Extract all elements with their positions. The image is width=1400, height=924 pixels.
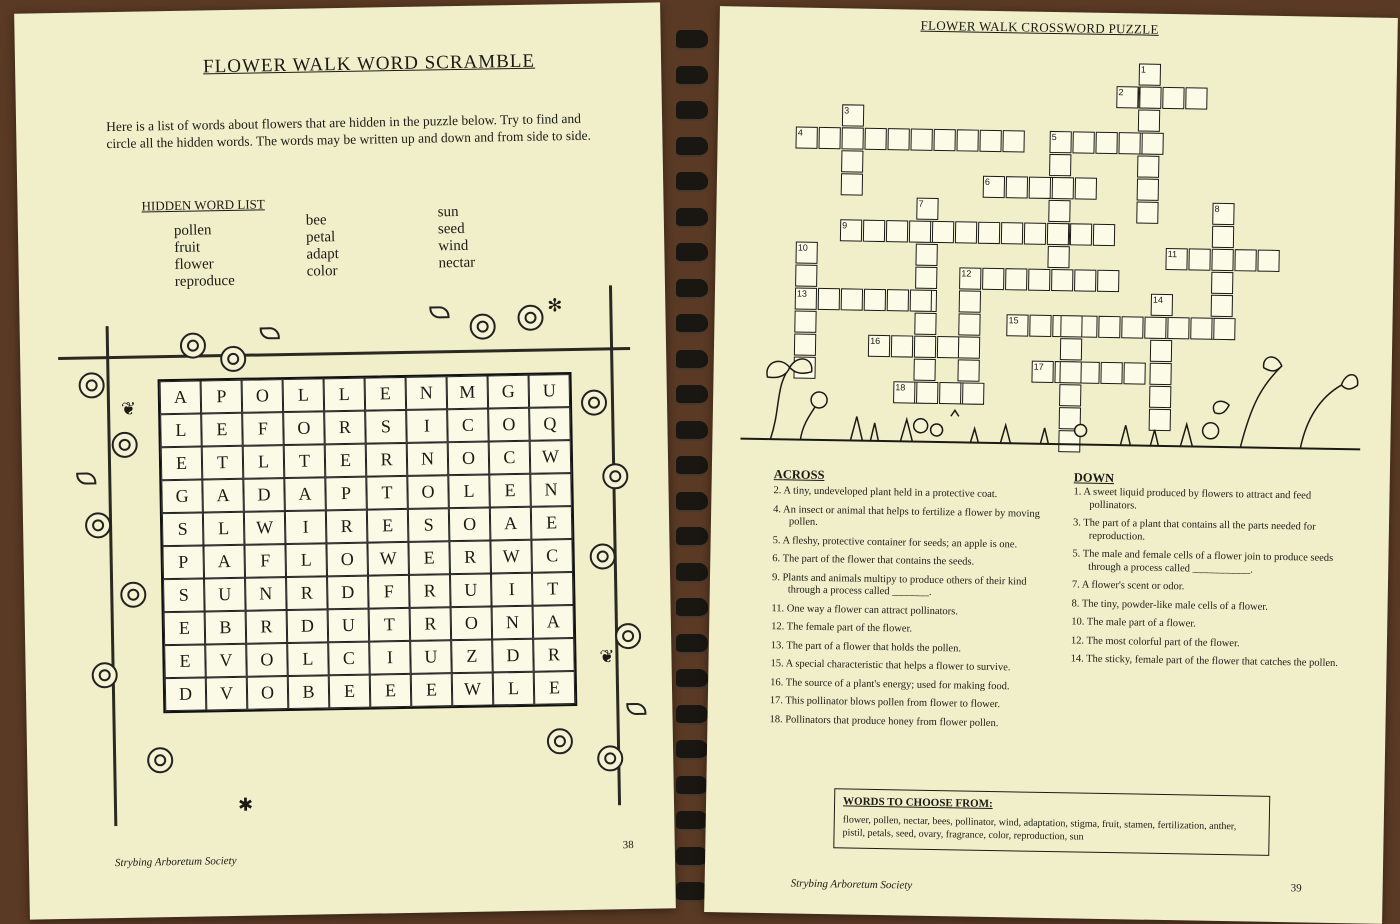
- crossword-number: 11: [1167, 249, 1178, 260]
- grid-letter: L: [287, 642, 329, 676]
- grid-letter: G: [488, 375, 530, 409]
- crossword-square[interactable]: [915, 267, 937, 289]
- grid-letter: M: [447, 375, 489, 409]
- grid-letter: E: [531, 506, 573, 540]
- hidden-word: nectar: [438, 254, 476, 272]
- crossword-square[interactable]: [1141, 133, 1163, 155]
- grid-letter: Z: [451, 639, 493, 673]
- grid-letter: L: [493, 672, 535, 706]
- down-clue: 5. The male and female cells of a flower join to produce seeds through a process called ___________.: [1072, 548, 1334, 576]
- crossword-square[interactable]: [1138, 109, 1160, 131]
- across-clue: 5. A fleshy, protective container for seeds; an apple is one.: [772, 534, 1018, 550]
- crossword-square[interactable]: [1211, 272, 1233, 294]
- crossword-number: 2: [1118, 87, 1124, 98]
- binding-coil: [676, 811, 708, 831]
- grid-letter: I: [285, 510, 327, 544]
- crossword-number: 12: [961, 268, 972, 279]
- binding-coil: [676, 243, 708, 263]
- across-clue: 16. The source of a plant's energy; used for making food.: [770, 676, 1010, 692]
- grid-letter: W: [244, 511, 286, 545]
- grid-letter: E: [161, 446, 203, 480]
- grid-letter: N: [492, 606, 534, 640]
- crossword-square[interactable]: [1097, 270, 1119, 292]
- grid-letter: E: [365, 377, 407, 411]
- crossword-square[interactable]: [841, 150, 863, 172]
- binding-coil: [676, 634, 708, 654]
- grid-letter: R: [409, 574, 451, 608]
- across-clue: 15. A special characteristic that helps a flower to survive.: [770, 658, 1011, 674]
- grid-letter: N: [245, 577, 287, 611]
- right-page: [704, 6, 1398, 924]
- grid-letter: I: [369, 641, 411, 675]
- binding-coil: [676, 492, 708, 512]
- grid-letter: L: [203, 512, 245, 546]
- crossword-square[interactable]: [1029, 177, 1051, 199]
- butterfly-icon: ❦: [120, 398, 137, 419]
- grid-letter: L: [324, 378, 366, 412]
- crossword-square[interactable]: [1139, 86, 1161, 108]
- grid-letter: T: [369, 608, 411, 642]
- grid-letter: A: [533, 605, 575, 639]
- grid-letter: R: [246, 610, 288, 644]
- crossword-square[interactable]: [1075, 177, 1097, 199]
- crossword-square[interactable]: [887, 128, 909, 150]
- grid-letter: V: [205, 644, 247, 678]
- binding-coil: [676, 669, 708, 689]
- binding-coil: [676, 847, 708, 867]
- crossword-square[interactable]: [910, 129, 932, 151]
- page-number: 39: [1290, 882, 1302, 895]
- grid-letter: D: [327, 576, 369, 610]
- leaf-icon: [429, 306, 449, 318]
- crossword-square[interactable]: [1136, 201, 1158, 223]
- across-clue: 4. An insect or animal that helps to fertilize a flower by moving pollen.: [773, 503, 1041, 528]
- trellis-post-right: [609, 285, 621, 805]
- left-page: [14, 2, 676, 919]
- binding-coil: [676, 314, 708, 334]
- grid-letter: N: [407, 442, 449, 476]
- down-clue: 10. The male part of a flower.: [1071, 616, 1196, 630]
- crossword-square[interactable]: [1093, 224, 1115, 246]
- grid-letter: U: [328, 609, 370, 643]
- binding-coil: [676, 705, 708, 725]
- grid-letter: W: [367, 542, 409, 576]
- grid-letter: O: [246, 643, 288, 677]
- grid-letter: F: [242, 412, 284, 446]
- footer-society: Strybing Arboretum Society: [114, 854, 237, 870]
- grid-letter: L: [160, 414, 202, 448]
- crossword-square[interactable]: [841, 288, 863, 310]
- binding-coil: [676, 563, 708, 583]
- grid-letter: P: [162, 545, 204, 579]
- crossword-square[interactable]: [1005, 268, 1027, 290]
- grid-letter: C: [489, 441, 531, 475]
- hidden-word: color: [306, 263, 338, 280]
- rose-icon: [147, 747, 173, 773]
- binding-coil: [676, 421, 708, 441]
- grid-letter: O: [283, 411, 325, 445]
- grid-letter: O: [451, 606, 493, 640]
- binding-coil: [676, 598, 708, 618]
- grid-letter: O: [448, 441, 490, 475]
- across-heading: ACROSS: [773, 467, 825, 483]
- crossword-square[interactable]: [887, 289, 909, 311]
- crossword-square[interactable]: [1188, 248, 1210, 270]
- grid-letter: V: [206, 677, 248, 711]
- crossword-square[interactable]: [818, 127, 840, 149]
- grid-letter: T: [366, 476, 408, 510]
- words-to-choose-box: [833, 788, 1270, 856]
- crossword-square[interactable]: [1052, 177, 1074, 199]
- crossword-number: 17: [1033, 361, 1044, 372]
- rose-icon: [602, 463, 628, 489]
- crossword-square[interactable]: [978, 222, 1000, 244]
- crossword-square[interactable]: [1137, 155, 1159, 177]
- crossword-square[interactable]: [1257, 250, 1279, 272]
- down-clue: 1. A sweet liquid produced by flowers to attract and feed pollinators.: [1073, 486, 1312, 512]
- grid-letter: O: [326, 543, 368, 577]
- rose-icon: [220, 346, 246, 372]
- binding-coil: [676, 137, 708, 157]
- hidden-word: fruit: [174, 239, 201, 256]
- grid-letter: N: [530, 473, 572, 507]
- crossword-number: 14: [1152, 294, 1164, 305]
- down-heading: DOWN: [1073, 470, 1115, 486]
- grid-letter: R: [410, 607, 452, 641]
- across-clue: 11. One way a flower can attract pollinators.: [771, 602, 959, 617]
- grid-letter: I: [406, 409, 448, 443]
- grid-letter: A: [490, 507, 532, 541]
- crossword-number: 8: [1214, 203, 1220, 214]
- hidden-word: petal: [305, 229, 336, 246]
- binding-coil: [676, 279, 708, 299]
- crossword-square[interactable]: [982, 268, 1004, 290]
- crossword-square[interactable]: [886, 220, 908, 242]
- crossword-square[interactable]: [1072, 131, 1094, 153]
- down-clues: [1070, 486, 1349, 676]
- grid-letter: D: [165, 677, 207, 711]
- across-clues: [769, 485, 1051, 737]
- down-clue: 12. The most colorful part of the flower.: [1070, 634, 1240, 649]
- binding-coil: [676, 882, 708, 902]
- grid-letter: A: [160, 381, 202, 415]
- grid-letter: C: [447, 408, 489, 442]
- grid-letter: B: [205, 611, 247, 645]
- crossword-number: 1: [1140, 64, 1147, 75]
- hidden-word: seed: [437, 220, 465, 238]
- crossword-square[interactable]: [864, 128, 886, 150]
- crossword-square[interactable]: [910, 290, 932, 312]
- binding-coil: [676, 208, 708, 228]
- crossword-number: 7: [918, 198, 924, 209]
- binding-coil: [676, 776, 708, 796]
- binding-coil: [676, 527, 708, 547]
- grid-letter: U: [529, 374, 571, 408]
- across-clue: 18. Pollinators that produce honey from flower pollen.: [769, 713, 999, 729]
- grid-letter: E: [201, 413, 243, 447]
- grid-letter: W: [452, 672, 494, 706]
- crossword-number: 3: [844, 105, 850, 116]
- grid-letter: O: [488, 408, 530, 442]
- grid-letter: R: [366, 443, 408, 477]
- leaf-icon: [626, 703, 646, 715]
- binding-coil: [676, 172, 708, 192]
- hidden-word: bee: [305, 212, 327, 229]
- across-clue: 12. The female part of the flower.: [771, 621, 913, 635]
- hidden-word-list-title: HIDDEN WORD LIST: [141, 196, 265, 214]
- grid-letter: E: [164, 644, 206, 678]
- grid-letter: L: [243, 445, 285, 479]
- grid-letter: E: [329, 675, 371, 709]
- grid-letter: W: [490, 540, 532, 574]
- grid-letter: S: [408, 508, 450, 542]
- crossword-square[interactable]: [1212, 226, 1234, 248]
- crossword-square[interactable]: [1001, 222, 1023, 244]
- crossword-number: 13: [796, 288, 808, 299]
- across-clue: 2. A tiny, undeveloped plant held in a protective coat.: [773, 485, 998, 501]
- crossword-square[interactable]: [1048, 200, 1070, 222]
- binding-coil: [676, 385, 708, 405]
- rose-icon: [615, 623, 641, 649]
- grid-letter: L: [448, 474, 490, 508]
- down-clue: 8. The tiny, powder-like male cells of a flower.: [1071, 597, 1268, 613]
- grid-letter: O: [449, 507, 491, 541]
- grid-letter: R: [326, 510, 368, 544]
- word-list-column-1: [174, 222, 235, 291]
- across-clue: 13. The part of a flower that holds the pollen.: [770, 639, 962, 654]
- grid-letter: S: [163, 578, 205, 612]
- crossword-square[interactable]: [1211, 295, 1233, 317]
- crossword-square[interactable]: [955, 221, 977, 243]
- crossword-square[interactable]: [841, 127, 863, 149]
- word-list-column-3: [438, 204, 476, 273]
- grid-letter: N: [406, 376, 448, 410]
- grid-letter: F: [368, 575, 410, 609]
- crossword-number: 15: [1008, 315, 1019, 326]
- rose-icon: [517, 305, 543, 331]
- crossword-square[interactable]: [956, 129, 978, 151]
- crossword-square[interactable]: [1234, 249, 1256, 271]
- grid-letter: L: [283, 378, 325, 412]
- crossword-square[interactable]: [1162, 87, 1184, 109]
- binding-coil: [676, 30, 708, 50]
- butterfly-icon: ❦: [599, 646, 615, 667]
- grid-letter: T: [284, 444, 326, 478]
- grid-letter: U: [450, 573, 492, 607]
- rose-icon: [581, 389, 607, 415]
- crossword-square[interactable]: [1211, 249, 1233, 271]
- words-to-choose-title: WORDS TO CHOOSE FROM:: [842, 795, 993, 811]
- crossword-square[interactable]: [1070, 223, 1092, 245]
- grid-letter: E: [370, 674, 412, 708]
- crossword-square[interactable]: [1002, 130, 1024, 152]
- crossword-square[interactable]: [863, 220, 885, 242]
- grid-letter: I: [491, 573, 533, 607]
- crossword-number: 10: [797, 242, 808, 253]
- grid-letter: W: [530, 440, 572, 474]
- down-clue: 7. A flower's scent or odor.: [1071, 579, 1185, 593]
- grid-letter: R: [533, 638, 575, 672]
- rose-icon: [78, 372, 104, 398]
- crossword-square[interactable]: [841, 173, 863, 195]
- footer-society: Strybing Arboretum Society: [790, 877, 913, 892]
- grid-letter: L: [285, 543, 327, 577]
- rose-icon: [469, 313, 495, 339]
- crossword-square[interactable]: [1047, 246, 1069, 268]
- crossword-square[interactable]: [1028, 269, 1050, 291]
- binding-coil: [676, 740, 708, 760]
- word-scramble-intro: Here is a list of words about flowers that are hidden in the puzzle below. Try to find and circle all the hidden words. The words may be written up and down and from side to side.: [105, 110, 591, 152]
- word-list-column-2: [306, 212, 340, 281]
- grid-letter: E: [325, 444, 367, 478]
- grid-letter: E: [408, 541, 450, 575]
- grid-letter: U: [410, 640, 452, 674]
- grid-letter: P: [201, 380, 243, 414]
- trellis-rail: [58, 347, 630, 360]
- crossword-square[interactable]: [1185, 87, 1207, 109]
- grid-letter: R: [449, 540, 491, 574]
- across-clue: 17. This pollinator blows pollen from flower to flower.: [769, 695, 1001, 711]
- grid-letter: C: [531, 539, 573, 573]
- binding-coil: [676, 350, 708, 370]
- crossword-square[interactable]: [1095, 132, 1117, 154]
- rose-icon: [589, 543, 615, 569]
- down-clue: 3. The part of a plant that contains all the parts needed for reproduction.: [1072, 517, 1316, 543]
- rose-icon: [120, 581, 146, 607]
- grid-letter: O: [407, 475, 449, 509]
- word-search-grid: [158, 372, 578, 713]
- down-clue: 14. The sticky, female part of the flower that catches the pollen.: [1070, 653, 1339, 670]
- words-to-choose-list: flower, pollen, nectar, bees, pollinator, wind, adaptation, stigma, fruit, stamen, fertilization, anther, pistil, petals, seed, ovary, fragrance, color, reproduction, sun: [842, 814, 1237, 843]
- hidden-word: sun: [437, 203, 459, 221]
- crossword-number: 9: [842, 220, 848, 231]
- crossword-number: 5: [1051, 131, 1057, 143]
- across-clue: 9. Plants and animals multipy to produce others of their kind through a process called _______.: [771, 571, 1027, 598]
- hidden-word: wind: [438, 237, 469, 255]
- grid-letter: D: [492, 639, 534, 673]
- binding-coil: [676, 456, 708, 476]
- hidden-word: reproduce: [174, 272, 235, 290]
- grid-letter: E: [164, 611, 206, 645]
- leaf-icon: [260, 327, 280, 339]
- grid-letter: P: [325, 477, 367, 511]
- crossword-number: 6: [984, 176, 991, 187]
- grid-letter: B: [288, 675, 330, 709]
- leaf-icon: [76, 472, 96, 484]
- grid-letter: G: [161, 479, 203, 513]
- rose-icon: [85, 512, 111, 538]
- grid-letter: F: [244, 544, 286, 578]
- grid-letter: E: [534, 671, 576, 705]
- trellis-post-left: [106, 326, 118, 826]
- crossword-square[interactable]: [909, 220, 931, 242]
- grid-letter: U: [204, 578, 246, 612]
- rose-icon: [547, 728, 573, 754]
- grid-letter: E: [411, 673, 453, 707]
- grid-letter: R: [324, 411, 366, 445]
- page-number: 38: [622, 839, 634, 852]
- crossword-square[interactable]: [932, 221, 954, 243]
- grid-letter: A: [203, 545, 245, 579]
- crossword-square[interactable]: [1049, 154, 1071, 176]
- crossword-square[interactable]: [818, 288, 840, 310]
- crossword-square[interactable]: [1047, 223, 1069, 245]
- crossword-title: FLOWER WALK CROSSWORD PUZZLE: [920, 17, 1159, 37]
- hidden-word: flower: [174, 256, 214, 273]
- grid-letter: T: [202, 446, 244, 480]
- grid-letter: S: [365, 410, 407, 444]
- bug-icon: ✱: [237, 794, 254, 815]
- bee-icon: ✻: [547, 295, 563, 316]
- grid-letter: C: [328, 642, 370, 676]
- crossword-square[interactable]: [795, 265, 817, 287]
- crossword-square[interactable]: [864, 289, 886, 311]
- crossword-square[interactable]: [1051, 269, 1073, 291]
- crossword-number: 18: [895, 382, 906, 393]
- grid-letter: E: [489, 474, 531, 508]
- word-scramble-title: FLOWER WALK WORD SCRAMBLE: [202, 50, 536, 78]
- across-clue: 6. The part of the flower that contains the seeds.: [772, 553, 975, 568]
- crossword-number: 16: [870, 335, 881, 346]
- binding-coil: [676, 101, 708, 121]
- grid-letter: S: [162, 512, 204, 546]
- crossword-square[interactable]: [1137, 178, 1159, 200]
- crossword-square[interactable]: [1024, 222, 1046, 244]
- crossword-square[interactable]: [979, 130, 1001, 152]
- grid-letter: D: [287, 609, 329, 643]
- crossword-square[interactable]: [1118, 132, 1140, 154]
- rose-icon: [111, 432, 137, 458]
- crossword-square[interactable]: [959, 290, 981, 312]
- grid-letter: T: [532, 572, 574, 606]
- grid-letter: Q: [529, 407, 571, 441]
- grid-letter: D: [243, 478, 285, 512]
- hidden-word: adapt: [306, 246, 340, 263]
- grid-letter: O: [242, 379, 284, 413]
- crossword-number: 4: [797, 127, 803, 138]
- crossword-square[interactable]: [1006, 176, 1028, 198]
- grid-letter: A: [202, 479, 244, 513]
- crossword-square[interactable]: [933, 129, 955, 151]
- grid-letter: E: [367, 509, 409, 543]
- crossword-square[interactable]: [1074, 269, 1096, 291]
- crossword-square[interactable]: [915, 244, 937, 266]
- meadow-illustration: [740, 327, 1362, 458]
- grid-letter: A: [284, 477, 326, 511]
- hidden-word: pollen: [173, 222, 212, 239]
- grid-letter: R: [286, 576, 328, 610]
- binding-coil: [676, 66, 708, 86]
- grid-letter: O: [247, 676, 289, 710]
